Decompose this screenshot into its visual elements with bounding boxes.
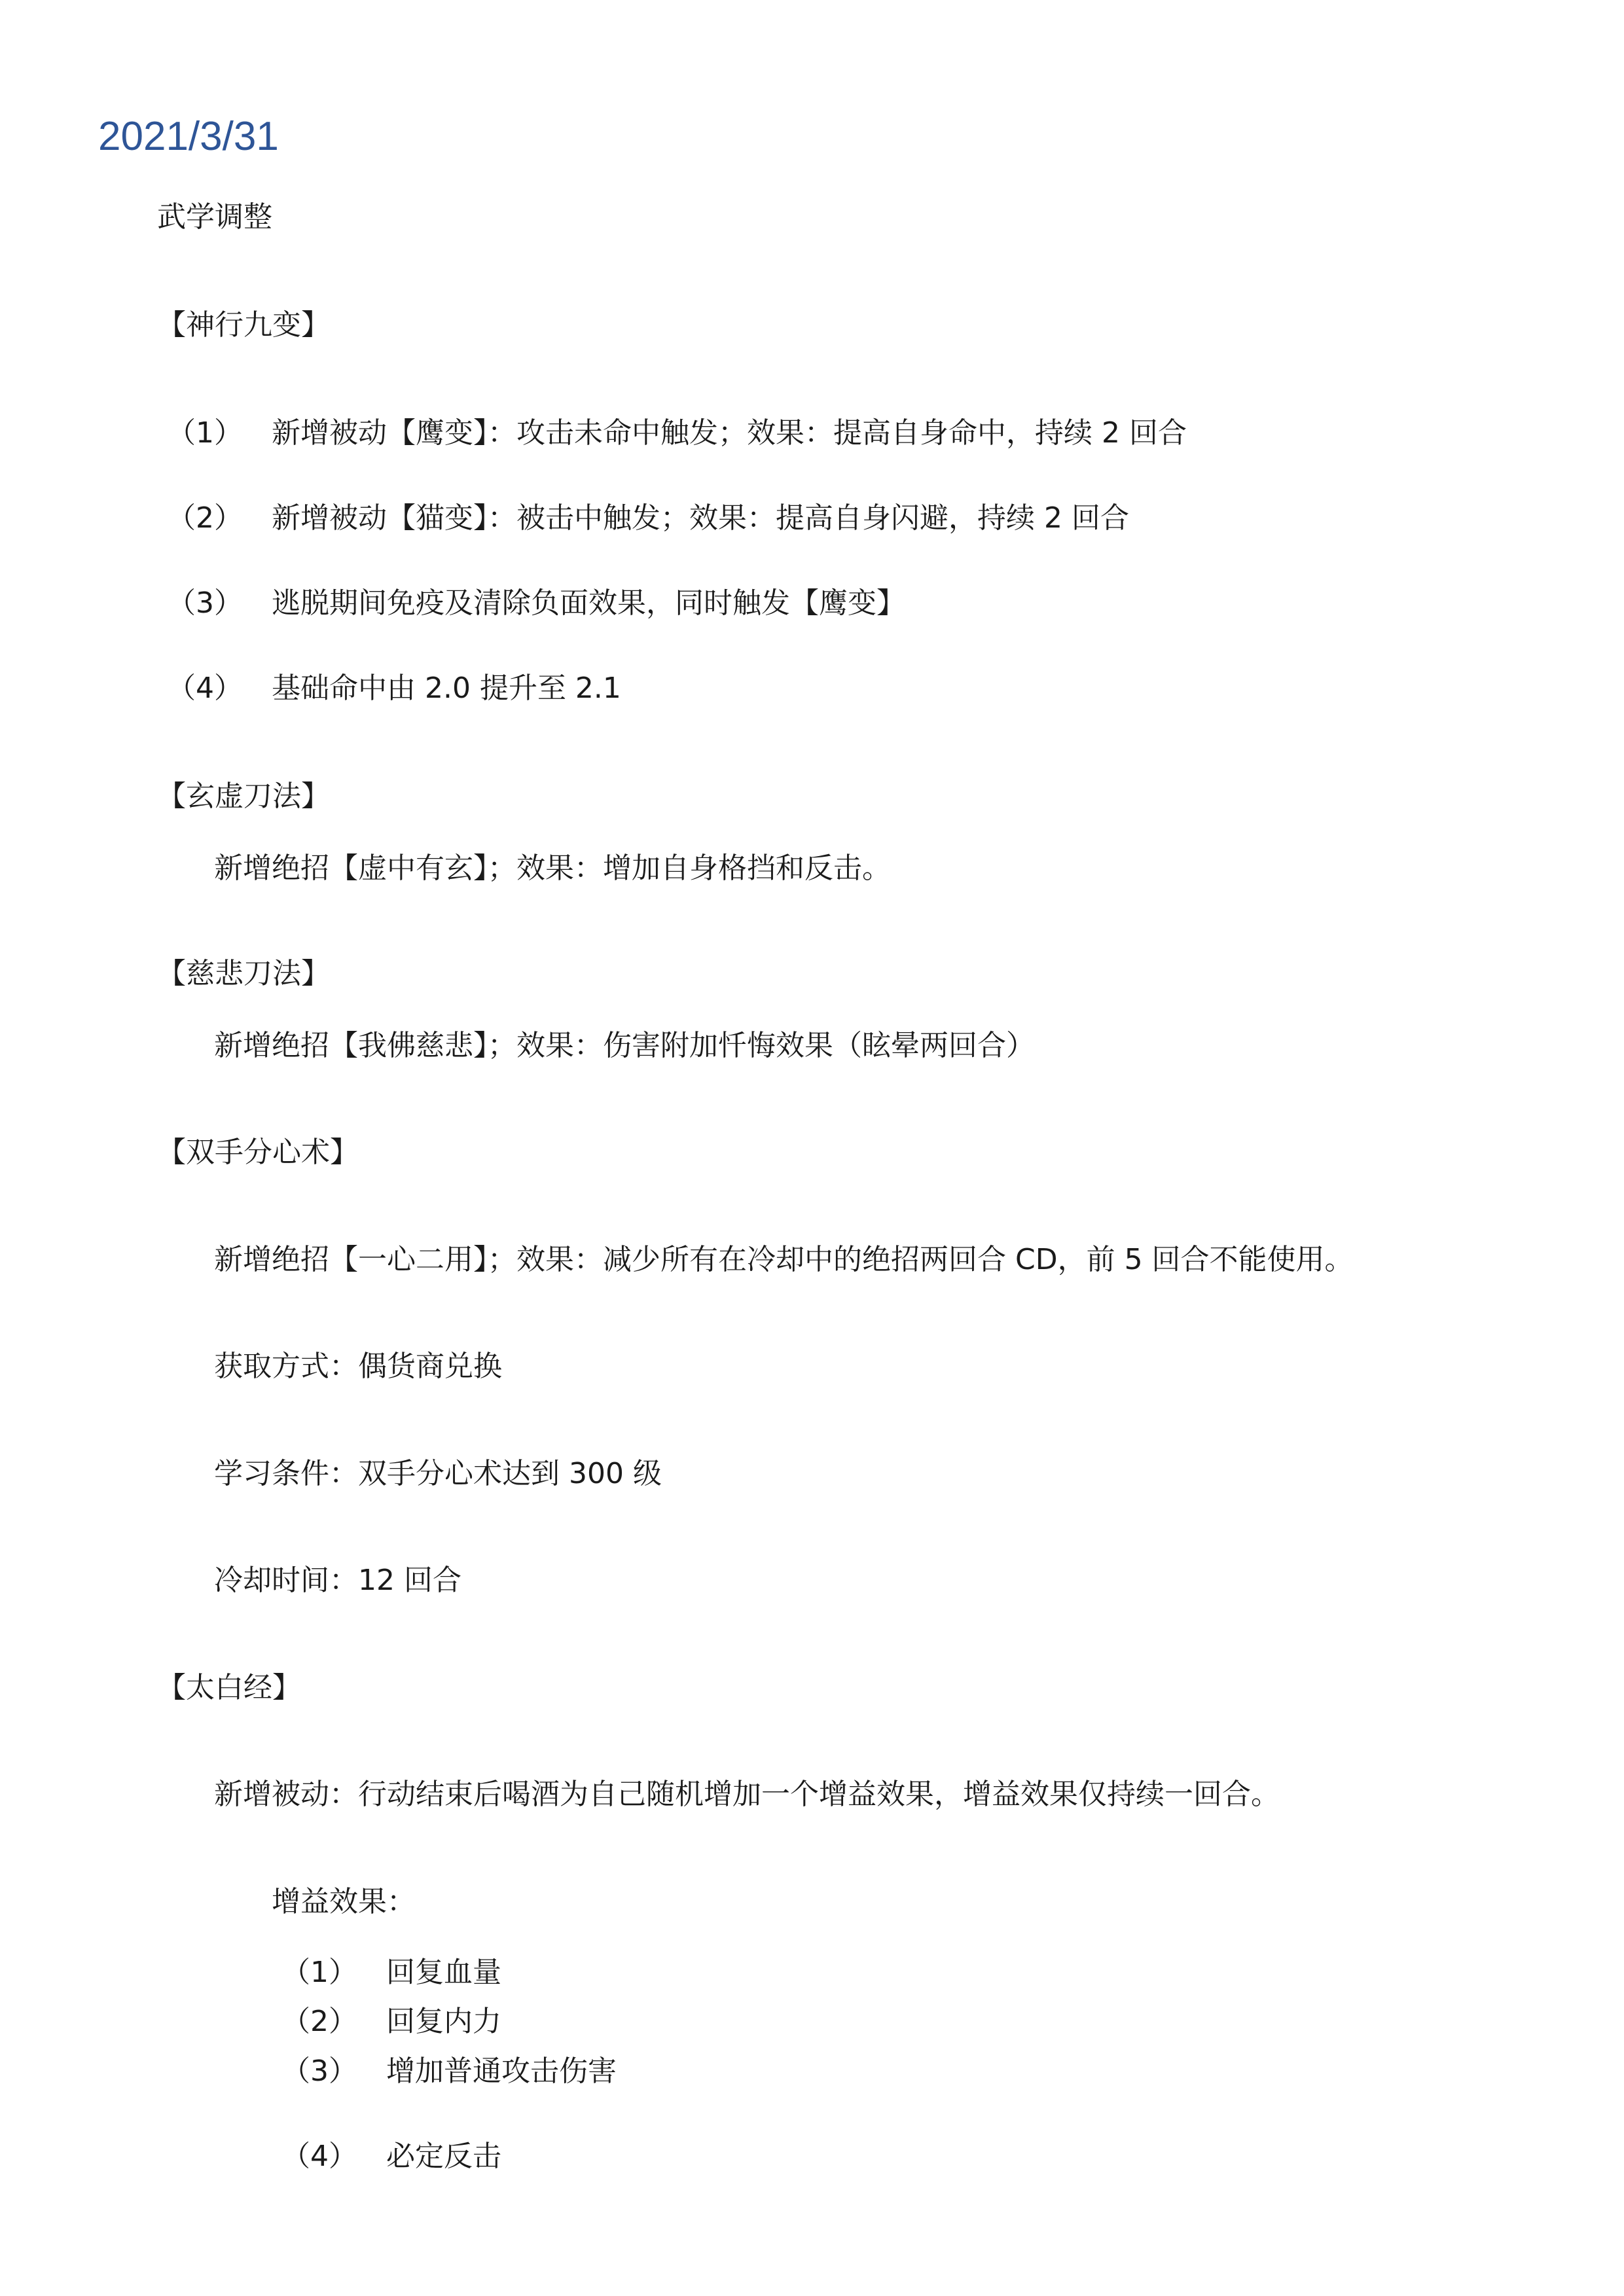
list-item-text: 新增被动【猫变】：被击中触发；效果：提高自身闪避，持续 2 回合 bbox=[272, 501, 1129, 535]
acquire-method: 获取方式：偶货商兑换 bbox=[214, 1350, 502, 1383]
section-heading-xuanxu: 【玄虚刀法】 bbox=[157, 780, 330, 813]
section-text-xuanxu: 新增绝招【虚中有玄】；效果：增加自身格挡和反击。 bbox=[214, 852, 891, 885]
list-item-number: （2） bbox=[167, 501, 243, 535]
buff-number: （1） bbox=[281, 1956, 357, 1989]
buff-text: 增加普通攻击伤害 bbox=[386, 2054, 617, 2088]
section-heading-shenxing: 【神行九变】 bbox=[157, 308, 330, 342]
learn-condition: 学习条件：双手分心术达到 300 级 bbox=[214, 1457, 662, 1490]
document-date: 2021/3/31 bbox=[98, 114, 279, 159]
buff-text: 回复血量 bbox=[386, 1956, 501, 1989]
buff-number: （2） bbox=[281, 2005, 357, 2038]
list-item-text: 逃脱期间免疫及清除负面效果，同时触发【鹰变】 bbox=[272, 586, 905, 620]
list-item-number: （3） bbox=[167, 586, 243, 620]
list-item-text: 基础命中由 2.0 提升至 2.1 bbox=[272, 672, 621, 705]
buff-number: （4） bbox=[281, 2140, 357, 2173]
buff-text: 必定反击 bbox=[386, 2140, 501, 2173]
section-text-shuangshou: 新增绝招【一心二用】；效果：减少所有在冷却中的绝招两回合 CD，前 5 回合不能使用。 bbox=[214, 1243, 1354, 1276]
list-item-number: （1） bbox=[167, 416, 243, 450]
buff-number: （3） bbox=[281, 2054, 357, 2088]
section-heading-taibai: 【太白经】 bbox=[157, 1671, 301, 1704]
section-heading-shuangshou: 【双手分心术】 bbox=[157, 1136, 359, 1169]
document-title: 武学调整 bbox=[157, 200, 272, 234]
section-heading-cibei: 【慈悲刀法】 bbox=[157, 957, 330, 990]
section-text-taibai: 新增被动：行动结束后喝酒为自己随机增加一个增益效果，增益效果仅持续一回合。 bbox=[214, 1778, 1280, 1811]
section-text-cibei: 新增绝招【我佛慈悲】；效果：伤害附加忏悔效果（眩晕两回合） bbox=[214, 1029, 1035, 1062]
list-item-number: （4） bbox=[167, 672, 243, 705]
list-item-text: 新增被动【鹰变】：攻击未命中触发；效果：提高自身命中，持续 2 回合 bbox=[272, 416, 1187, 450]
cooldown-time: 冷却时间：12 回合 bbox=[214, 1564, 461, 1597]
buff-label: 增益效果： bbox=[272, 1885, 416, 1918]
buff-text: 回复内力 bbox=[386, 2005, 501, 2038]
